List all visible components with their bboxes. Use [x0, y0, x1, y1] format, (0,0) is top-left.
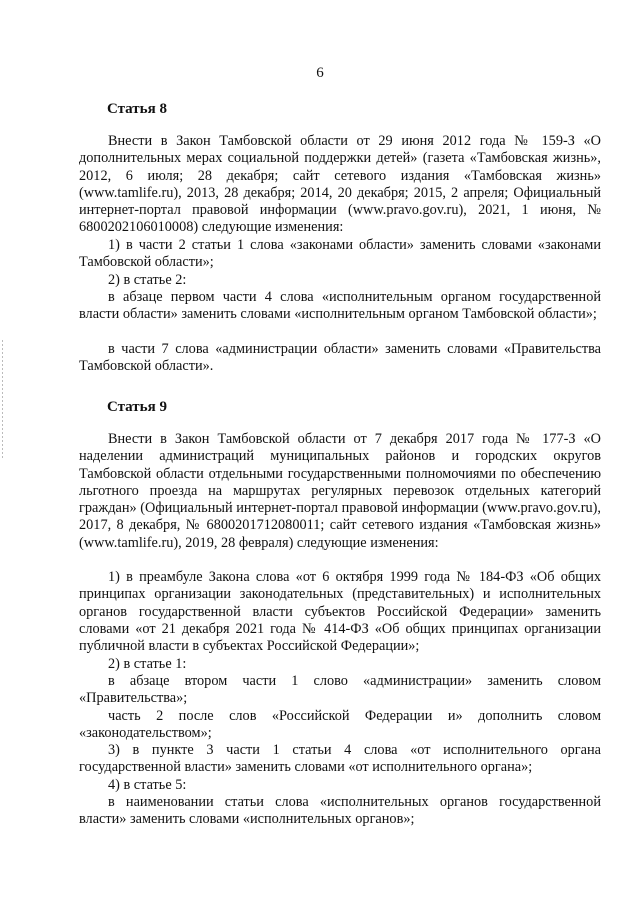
article-8-title: Статья 8 [107, 101, 167, 117]
article-8-paragraph: в части 7 слова «администрации области» заменить словами «Правительства Тамбовской области». [79, 341, 601, 375]
article-8-paragraph: 2) в статье 2: [108, 272, 187, 288]
page-number: 6 [316, 65, 324, 81]
article-9-paragraph: Внести в Закон Тамбовской области от 7 декабря 2017 года № 177-З «О наделении администраций муниципальных районов и городских округов Тамбовской области отдельными государственными полномочиями по обеспечению льготного проезда на маршрутах регулярных перевозок отдельных категорий граждан» (Официальный интернет-портал правовой информации (www.pravo.gov.ru), 2017, 8 декабря, № 6800201712080011; сайт сетевого издания «Тамбовская жизнь» (www.tamlife.ru), 2019, 28 февраля) следующие изменения: [79, 431, 601, 551]
scan-edge-artifact [2, 340, 3, 460]
article-9-paragraph: 3) в пункте 3 части 1 статьи 4 слова «от исполнительного органа государственной власти» заменить словами «от исполнительного органа»; [79, 742, 601, 776]
article-9-paragraph: 2) в статье 1: [108, 656, 187, 672]
article-8-paragraph: Внести в Закон Тамбовской области от 29 июня 2012 года № 159-З «О дополнительных мерах социальной поддержки детей» (газета «Тамбовская жизнь», 2012, 6 июля; 28 декабря; сайт сетевого издания «Тамбовская жизнь» (www.tamlife.ru), 2013, 28 декабря; 2014, 20 декабря; 2015, 2 апреля; Официальный интернет-портал правовой информации (www.pravo.gov.ru), 2021, 1 июня, № 6800202106010008) следующие изменения: [79, 133, 601, 236]
article-9-paragraph: в наименовании статьи слова «исполнительных органов государственной власти» заменить словами «исполнительных органов»; [79, 794, 601, 828]
article-9-title: Статья 9 [107, 399, 167, 415]
article-8-paragraph: в абзаце первом части 4 слова «исполнительным органом государственной власти области» заменить словами «исполнительным органом Тамбовской области»; [79, 289, 601, 323]
article-9-paragraph: часть 2 после слов «Российской Федерации и» дополнить словом «законодательством»; [79, 708, 601, 742]
article-9-paragraph: 1) в преамбуле Закона слова «от 6 октября 1999 года № 184-ФЗ «Об общих принципах организации законодательных (представительных) и исполнительных органов государственной власти субъектов Российской Федерации» заменить словами «от 21 декабря 2021 года № 414-ФЗ «Об общих принципах организации публичной власти в субъектах Российской Федерации»; [79, 569, 601, 655]
article-9-paragraph: 4) в статье 5: [108, 777, 187, 793]
article-9-paragraph: в абзаце втором части 1 слово «администрации» заменить словом «Правительства»; [79, 673, 601, 707]
article-8-paragraph: 1) в части 2 статьи 1 слова «законами области» заменить словами «законами Тамбовской области»; [79, 237, 601, 271]
